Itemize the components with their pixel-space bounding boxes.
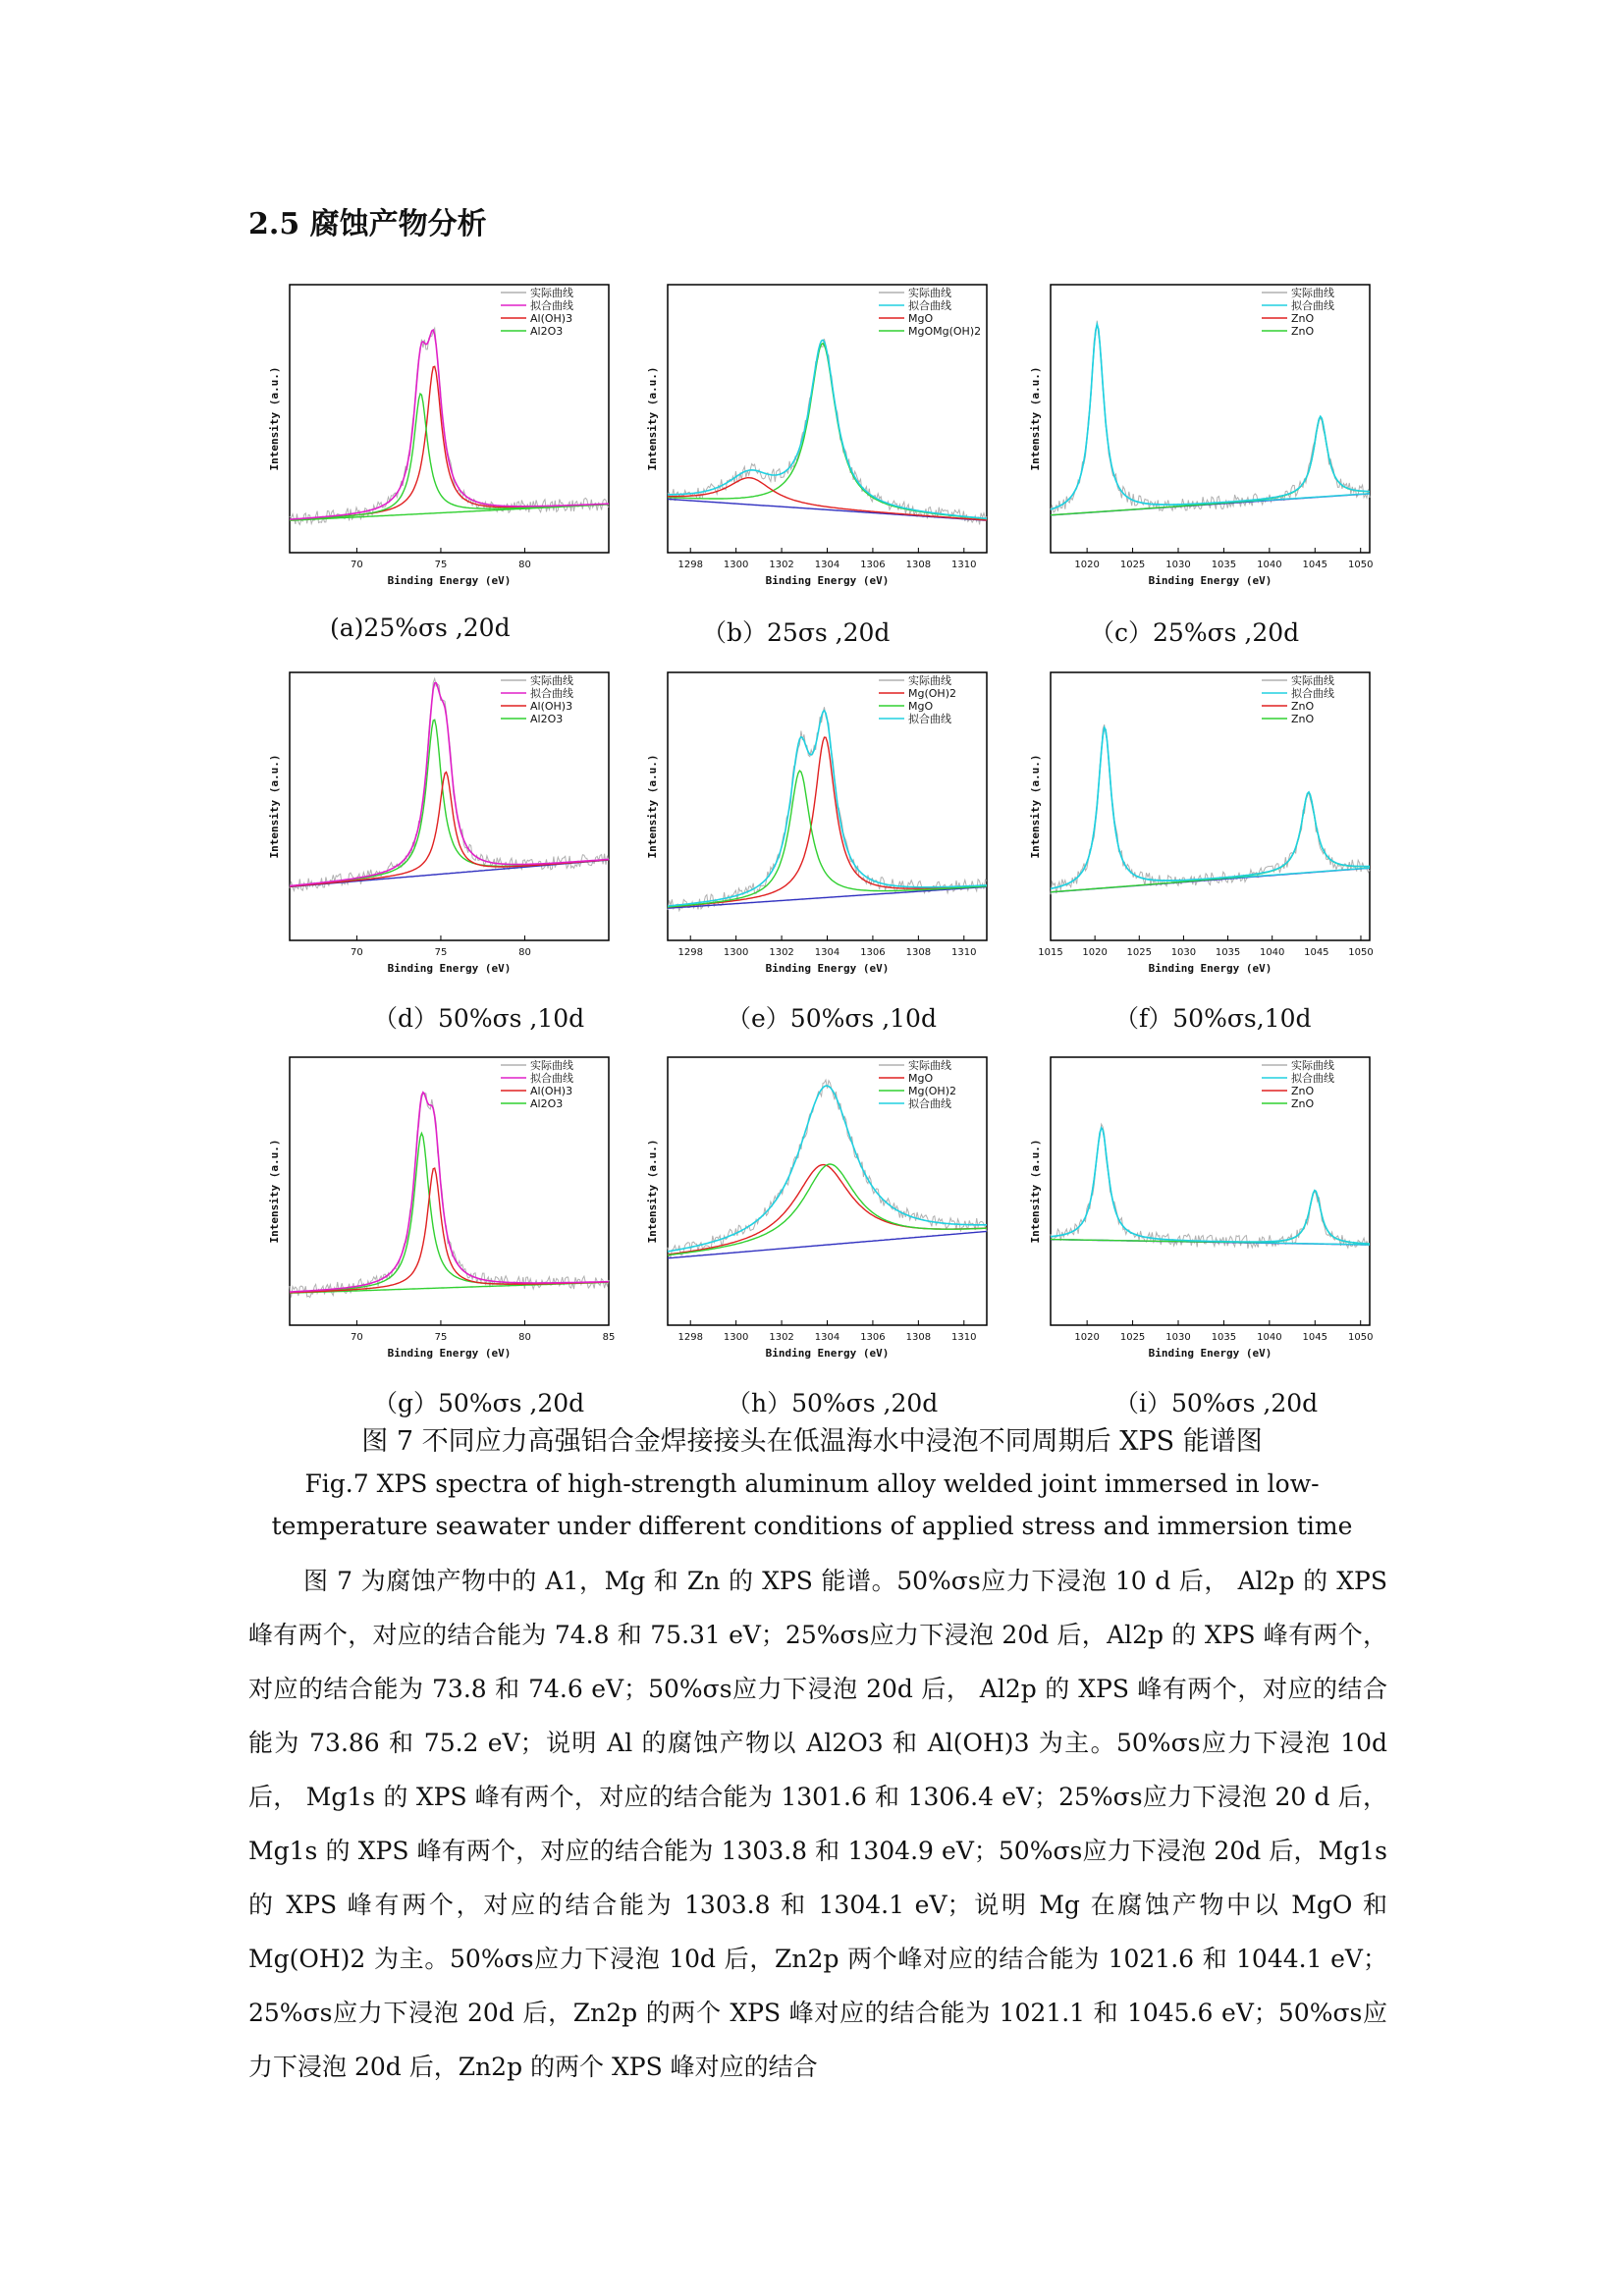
y-axis-label: Intensity (a.u.) bbox=[1029, 366, 1042, 471]
legend-label: ZnO bbox=[1291, 713, 1315, 725]
x-tick-label: 70 bbox=[351, 947, 363, 958]
legend-label: Al2O3 bbox=[530, 1097, 564, 1110]
x-tick-label: 1020 bbox=[1074, 560, 1100, 570]
x-tick-label: 1300 bbox=[723, 560, 749, 570]
legend-label: 拟合曲线 bbox=[1291, 299, 1334, 312]
x-tick-label: 75 bbox=[434, 560, 448, 570]
x-tick-label: 1045 bbox=[1302, 1332, 1328, 1343]
x-tick-label: 70 bbox=[351, 560, 363, 570]
x-tick-label: 1302 bbox=[769, 560, 794, 570]
x-tick-label: 1308 bbox=[905, 947, 932, 958]
xps-panel-b bbox=[628, 280, 992, 604]
xps-chart bbox=[628, 280, 992, 604]
xps-panel-e bbox=[628, 667, 992, 991]
x-tick-label: 1304 bbox=[814, 560, 840, 570]
legend-label: 实际曲线 bbox=[1291, 674, 1334, 687]
caption-b: （b）25σs ,20d bbox=[702, 618, 891, 647]
legend-label: 实际曲线 bbox=[530, 287, 573, 299]
xps-panel-g bbox=[250, 1052, 614, 1376]
x-axis-label: Binding Energy (eV) bbox=[765, 1347, 890, 1360]
x-axis-label: Binding Energy (eV) bbox=[1148, 962, 1272, 975]
x-tick-label: 1050 bbox=[1347, 1332, 1374, 1343]
figure-caption-cn: 图 7 不同应力高强铝合金焊接接头在低温海水中浸泡不同周期后 XPS 能谱图 bbox=[361, 1426, 1263, 1457]
caption-e: （e）50%σs ,10d bbox=[727, 1004, 937, 1033]
y-axis-label: Intensity (a.u.) bbox=[268, 754, 281, 859]
x-axis-label: Binding Energy (eV) bbox=[387, 574, 512, 587]
x-tick-label: 1025 bbox=[1119, 560, 1146, 570]
legend-label: 拟合曲线 bbox=[1291, 1072, 1334, 1085]
body-text bbox=[248, 1554, 1387, 2094]
caption-f: （f）50%σs,10d bbox=[1114, 1004, 1312, 1033]
legend-label: Al2O3 bbox=[530, 713, 564, 725]
x-tick-label: 1306 bbox=[860, 1332, 886, 1343]
x-tick-label: 1045 bbox=[1304, 947, 1329, 958]
x-tick-label: 1304 bbox=[814, 947, 840, 958]
x-axis-label: Binding Energy (eV) bbox=[387, 962, 512, 975]
y-axis-label: Intensity (a.u.) bbox=[268, 366, 281, 471]
x-tick-label: 1308 bbox=[905, 1332, 932, 1343]
legend-label: 拟合曲线 bbox=[908, 713, 951, 725]
x-tick-label: 1030 bbox=[1165, 1332, 1191, 1343]
legend-label: 拟合曲线 bbox=[530, 1072, 573, 1085]
x-tick-label: 1015 bbox=[1038, 947, 1063, 958]
caption-i: （i）50%σs ,20d bbox=[1114, 1389, 1319, 1417]
xps-panel-f bbox=[1011, 667, 1375, 991]
legend-label: 拟合曲线 bbox=[1291, 687, 1334, 700]
xps-chart bbox=[1011, 1052, 1375, 1376]
legend-label: 拟合曲线 bbox=[530, 687, 573, 700]
y-axis-label: Intensity (a.u.) bbox=[646, 754, 659, 859]
legend-label: MgOMg(OH)2 bbox=[908, 325, 982, 338]
x-tick-label: 1035 bbox=[1211, 1332, 1237, 1343]
xps-chart bbox=[1011, 667, 1375, 991]
xps-panel-c bbox=[1011, 280, 1375, 604]
legend-label: ZnO bbox=[1291, 700, 1315, 713]
x-tick-label: 1040 bbox=[1259, 947, 1285, 958]
x-tick-label: 1030 bbox=[1170, 947, 1197, 958]
legend-label: ZnO bbox=[1291, 312, 1315, 325]
x-tick-label: 1298 bbox=[677, 947, 703, 958]
legend-label: ZnO bbox=[1291, 1085, 1315, 1097]
plot-frame bbox=[1051, 1057, 1370, 1325]
legend-label: Al2O3 bbox=[530, 325, 564, 338]
xps-panel-i bbox=[1011, 1052, 1375, 1376]
figure-caption-en: Fig.7 XPS spectra of high-strength aluminum alloy welded joint immersed in low-temperature seawater under different conditions of applied stress and immersion time bbox=[271, 1469, 1353, 1540]
xps-chart bbox=[1011, 280, 1375, 604]
x-tick-label: 70 bbox=[351, 1332, 363, 1343]
legend-label: 实际曲线 bbox=[1291, 1059, 1334, 1072]
x-tick-label: 1306 bbox=[860, 947, 886, 958]
x-axis-label: Binding Energy (eV) bbox=[387, 1347, 512, 1360]
caption-h: （h）50%σs ,20d bbox=[727, 1389, 939, 1417]
xps-chart bbox=[250, 667, 614, 991]
legend-label: Al(OH)3 bbox=[530, 1085, 573, 1097]
plot-frame bbox=[1051, 672, 1370, 940]
x-tick-label: 1050 bbox=[1348, 947, 1374, 958]
legend-label: ZnO bbox=[1291, 1097, 1315, 1110]
x-axis-label: Binding Energy (eV) bbox=[1148, 1347, 1272, 1360]
legend-label: 拟合曲线 bbox=[908, 1097, 951, 1110]
x-tick-label: 1035 bbox=[1215, 947, 1241, 958]
x-tick-label: 1025 bbox=[1119, 1332, 1146, 1343]
x-tick-label: 1310 bbox=[951, 560, 977, 570]
xps-panel-a bbox=[250, 280, 614, 604]
x-tick-label: 1035 bbox=[1211, 560, 1237, 570]
y-axis-label: Intensity (a.u.) bbox=[1029, 1139, 1042, 1244]
xps-chart bbox=[250, 280, 614, 604]
legend-label: MgO bbox=[908, 1072, 934, 1085]
legend-label: Al(OH)3 bbox=[530, 312, 573, 325]
x-tick-label: 80 bbox=[518, 1332, 531, 1343]
x-tick-label: 1050 bbox=[1347, 560, 1374, 570]
legend-label: Al(OH)3 bbox=[530, 700, 573, 713]
legend-label: Mg(OH)2 bbox=[908, 687, 956, 700]
x-tick-label: 1304 bbox=[814, 1332, 840, 1343]
legend-label: MgO bbox=[908, 700, 934, 713]
x-tick-label: 1302 bbox=[769, 1332, 794, 1343]
xps-panel-d bbox=[250, 667, 614, 991]
legend-label: 实际曲线 bbox=[530, 674, 573, 687]
x-tick-label: 1025 bbox=[1126, 947, 1153, 958]
x-tick-label: 1310 bbox=[951, 1332, 977, 1343]
caption-c: （c）25%σs ,20d bbox=[1090, 618, 1300, 647]
y-axis-label: Intensity (a.u.) bbox=[646, 366, 659, 471]
x-axis-label: Binding Energy (eV) bbox=[765, 962, 890, 975]
xps-chart bbox=[628, 1052, 992, 1376]
y-axis-label: Intensity (a.u.) bbox=[268, 1139, 281, 1244]
x-tick-label: 1300 bbox=[723, 1332, 749, 1343]
y-axis-label: Intensity (a.u.) bbox=[1029, 754, 1042, 859]
x-tick-label: 80 bbox=[518, 560, 531, 570]
x-tick-label: 1045 bbox=[1302, 560, 1328, 570]
xps-chart bbox=[250, 1052, 614, 1376]
xps-chart bbox=[628, 667, 992, 991]
x-tick-label: 1040 bbox=[1257, 560, 1282, 570]
caption-a: (a)25%σs ,20d bbox=[330, 614, 511, 642]
legend-label: 实际曲线 bbox=[1291, 287, 1334, 299]
x-tick-label: 1298 bbox=[677, 1332, 703, 1343]
x-tick-label: 1030 bbox=[1165, 560, 1191, 570]
x-axis-label: Binding Energy (eV) bbox=[1148, 574, 1272, 587]
legend-label: Mg(OH)2 bbox=[908, 1085, 956, 1097]
legend-label: 实际曲线 bbox=[908, 1059, 951, 1072]
legend-label: 拟合曲线 bbox=[530, 299, 573, 312]
legend-label: MgO bbox=[908, 312, 934, 325]
x-tick-label: 1298 bbox=[677, 560, 703, 570]
caption-d: （d）50%σs ,10d bbox=[373, 1004, 585, 1033]
caption-g: （g）50%σs ,20d bbox=[373, 1389, 585, 1417]
section-heading: 2.5 腐蚀产物分析 bbox=[248, 207, 487, 241]
legend-label: 实际曲线 bbox=[530, 1059, 573, 1072]
legend-label: 实际曲线 bbox=[908, 287, 951, 299]
legend-label: 拟合曲线 bbox=[908, 299, 951, 312]
x-tick-label: 80 bbox=[518, 947, 531, 958]
x-tick-label: 85 bbox=[602, 1332, 616, 1343]
x-tick-label: 1306 bbox=[860, 560, 886, 570]
legend-label: ZnO bbox=[1291, 325, 1315, 338]
x-tick-label: 75 bbox=[434, 1332, 448, 1343]
y-axis-label: Intensity (a.u.) bbox=[646, 1139, 659, 1244]
xps-panel-h bbox=[628, 1052, 992, 1376]
x-tick-label: 75 bbox=[434, 947, 448, 958]
x-tick-label: 1310 bbox=[951, 947, 977, 958]
x-tick-label: 1020 bbox=[1082, 947, 1108, 958]
x-tick-label: 1300 bbox=[723, 947, 749, 958]
legend-label: 实际曲线 bbox=[908, 674, 951, 687]
x-tick-label: 1040 bbox=[1257, 1332, 1282, 1343]
x-axis-label: Binding Energy (eV) bbox=[765, 574, 890, 587]
x-tick-label: 1302 bbox=[769, 947, 794, 958]
x-tick-label: 1020 bbox=[1074, 1332, 1100, 1343]
body-paragraph: 图 7 为腐蚀产物中的 A1，Mg 和 Zn 的 XPS 能谱。50%σs应力下浸泡 10 d 后， Al2p 的 XPS 峰有两个，对应的结合能为 74.8 和 75.31 eV；25%σs应力下浸泡 20d 后，Al2p 的 XPS 峰有两个，对应的结合能为 73.8 和 74.6 eV；50%σs应力下浸泡 20d 后， Al2p 的 XPS 峰有两个，对应的结合能为 73.86 和 75.2 eV；说明 Al 的腐蚀产物以 Al2O3 和 Al(OH)3 为主。50%σs应力下浸泡 10d 后， Mg1s 的 XPS 峰有两个，对应的结合能为 1301.6 和 1306.4 eV；25%σs应力下浸泡 20 d 后，Mg1s 的 XPS 峰有两个，对应的结合能为 1303.8 和 1304.9 eV；50%σs应力下浸泡 20d 后，Mg1s 的 XPS 峰有两个，对应的结合能为 1303.8 和 1304.1 eV；说明 Mg 在腐蚀产物中以 MgO 和 Mg(OH)2 为主。50%σs应力下浸泡 10d 后，Zn2p 两个峰对应的结合能为 1021.6 和 1044.1 eV；25%σs应力下浸泡 20d 后，Zn2p 的两个 XPS 峰对应的结合能为 1021.1 和 1045.6 eV；50%σs应力下浸泡 20d 后，Zn2p 的两个 XPS 峰对应的结合 bbox=[248, 1567, 1387, 2081]
x-tick-label: 1308 bbox=[905, 560, 932, 570]
